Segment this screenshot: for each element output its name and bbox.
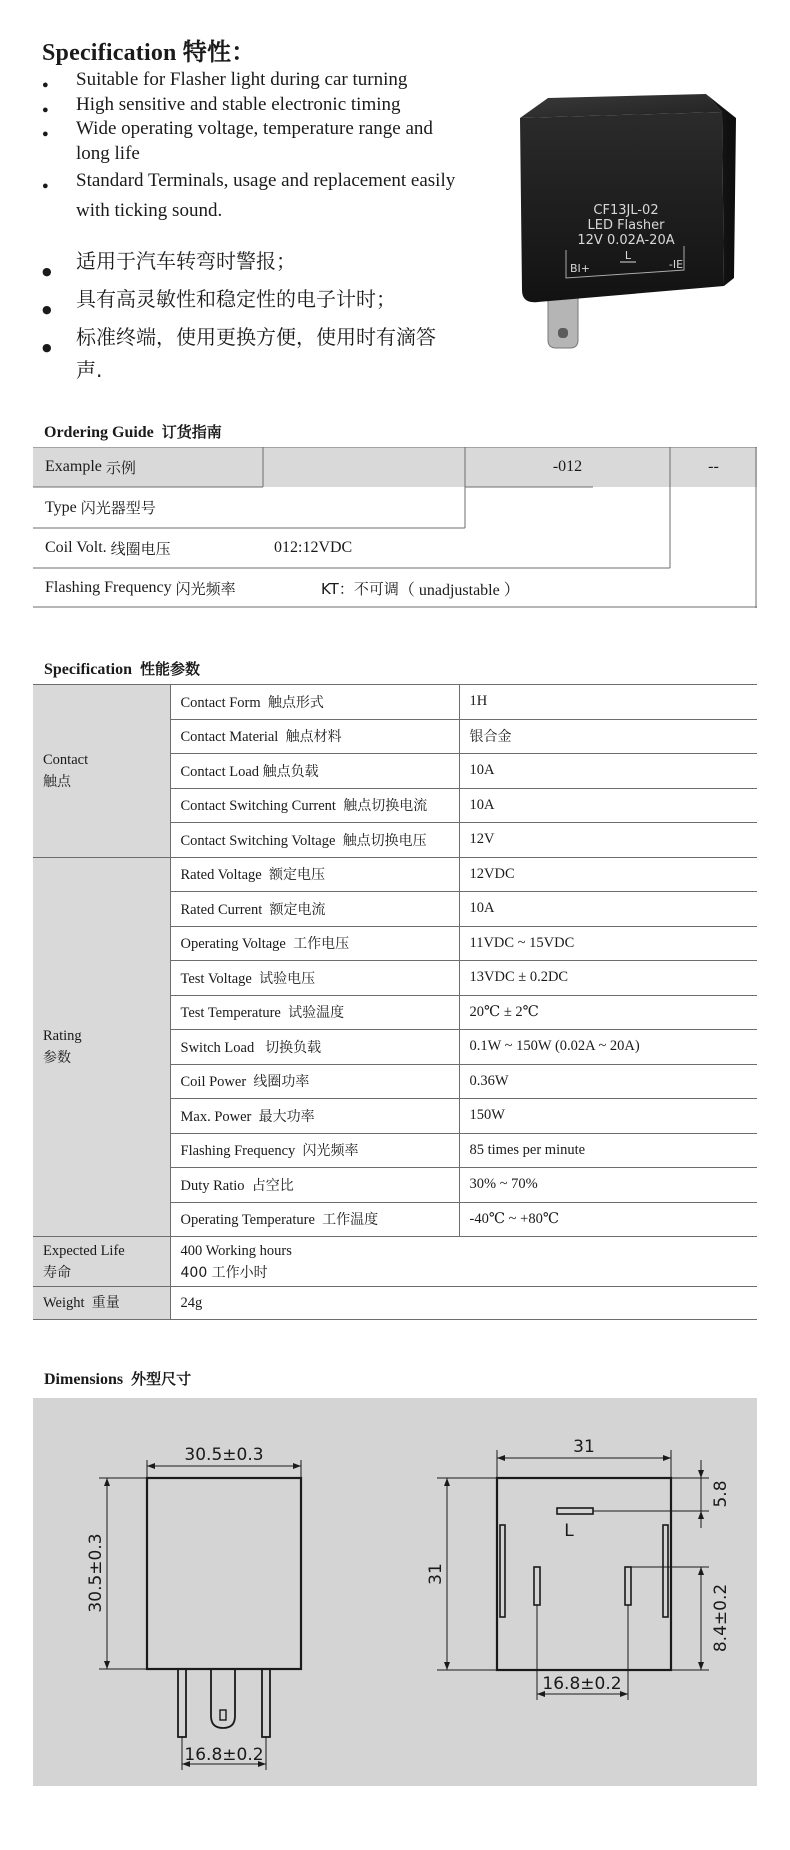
expected-life-label: Expected Life 寿命 <box>33 1237 170 1287</box>
product-name-text: LED Flasher <box>587 218 665 233</box>
table-row <box>33 1237 757 1287</box>
specification-title-cn: 性能参数 <box>140 660 201 678</box>
product-photo <box>508 90 738 358</box>
top-side-terminal-left <box>500 1525 505 1617</box>
spec-heading <box>42 32 255 67</box>
spec-value: 85 times per minute <box>459 1133 757 1168</box>
feature-list-cn <box>42 245 452 387</box>
terminal-right-label: -IE <box>668 258 684 271</box>
ordering-guide-title-cn: 订货指南 <box>161 423 222 441</box>
front-pin-hole <box>220 1710 226 1720</box>
spec-name: Flashing Frequency 闪光频率 <box>170 1133 459 1168</box>
weight-label: Weight 重量 <box>33 1287 170 1320</box>
spec-name: Contact Form 触点形式 <box>170 685 459 720</box>
front-pin-center <box>211 1669 235 1728</box>
terminal-mid-label: L <box>624 249 632 262</box>
specification-table <box>33 684 757 1320</box>
table-row <box>33 857 757 892</box>
terminal-hole <box>558 328 568 338</box>
spec-heading-cn: 特性： <box>182 38 256 66</box>
spec-name: Coil Power 线圈功率 <box>170 1064 459 1099</box>
top-pin-left <box>534 1567 540 1605</box>
top-offset-label: 5.8 <box>711 1480 731 1508</box>
specification-title <box>44 658 200 679</box>
ordering-guide-title <box>44 421 222 442</box>
spec-value: 0.1W ~ 150W (0.02A ~ 20A) <box>459 1030 757 1065</box>
spec-value: 30% ~ 70% <box>459 1168 757 1203</box>
spec-name: Test Temperature 试验温度 <box>170 995 459 1030</box>
table-row <box>33 1287 757 1320</box>
pin-l-label: L <box>564 1521 574 1541</box>
dimensions-title-en: Dimensions <box>44 1371 124 1388</box>
top-height-label: 31 <box>426 1563 446 1585</box>
top-view <box>437 1450 709 1700</box>
top-pin-height-label: 8.4±0.2 <box>711 1583 731 1653</box>
type-label: Type 闪光器型号 <box>45 498 156 517</box>
front-pin-left <box>178 1669 186 1737</box>
contact-group-label: Contact 触点 <box>33 685 170 858</box>
spec-value: 银合金 <box>459 719 757 754</box>
top-body <box>497 1478 671 1670</box>
front-pin-right <box>262 1669 270 1737</box>
spec-value: 10A <box>459 754 757 789</box>
front-view <box>99 1460 301 1770</box>
spec-value: 0.36W <box>459 1064 757 1099</box>
dimensions-title-cn: 外型尺寸 <box>131 1370 192 1388</box>
spec-name: Rated Voltage 额定电压 <box>170 857 459 892</box>
feature-item: ● Standard Terminals, usage and replacement easily with ticking sound. <box>42 166 462 226</box>
coil-volt-value: 012:12VDC <box>274 539 353 556</box>
ordering-guide-title-en: Ordering Guide <box>44 424 154 441</box>
rating-group-label: Rating 参数 <box>33 857 170 1237</box>
spec-name: Test Voltage 试验电压 <box>170 961 459 996</box>
spec-value: 11VDC ~ 15VDC <box>459 926 757 961</box>
front-body <box>147 1478 301 1669</box>
feature-item: ● 具有高灵敏性和稳定性的电子计时； <box>42 283 452 316</box>
code-part-frequency: -- <box>708 458 719 475</box>
spec-name: Max. Power 最大功率 <box>170 1099 459 1134</box>
feature-item: ● High sensitive and stable electronic timing <box>42 93 462 118</box>
spec-value: 13VDC ± 0.2DC <box>459 961 757 996</box>
spec-name: Duty Ratio 占空比 <box>170 1168 459 1203</box>
spec-value: 12V <box>459 823 757 858</box>
spec-value: 20℃ ± 2℃ <box>459 995 757 1030</box>
terminal-left-label: BI+ <box>569 262 591 275</box>
ordering-guide-diagram <box>33 447 757 608</box>
table-row <box>33 685 757 720</box>
expected-life-value: 400 Working hours 400 工作小时 <box>170 1237 757 1287</box>
specification-title-en: Specification <box>44 661 132 678</box>
spec-value: 12VDC <box>459 857 757 892</box>
terminal-pin <box>548 295 578 348</box>
top-width-label: 31 <box>573 1437 595 1457</box>
spec-value: 1H <box>459 685 757 720</box>
product-model-text: CF13JL-02 <box>593 203 659 218</box>
feature-item: ● Suitable for Flasher light during car turning <box>42 68 462 93</box>
dimensions-panel <box>33 1398 757 1786</box>
feature-item: ● 标准终端，使用更换方便，使用时有滴答声. <box>42 321 452 387</box>
spec-name: Rated Current 额定电流 <box>170 892 459 927</box>
spec-name: Switch Load 切换负载 <box>170 1030 459 1065</box>
spec-name: Contact Load 触点负载 <box>170 754 459 789</box>
product-rating-text: 12V 0.02A-20A <box>577 233 675 248</box>
flashing-frequency-label: Flashing Frequency 闪光频率 <box>45 579 236 598</box>
top-pin-right <box>625 1567 631 1605</box>
spec-value: 10A <box>459 788 757 823</box>
feature-item: ● Wide operating voltage, temperature range and long life <box>42 117 462 166</box>
dimension-drawings <box>33 1398 757 1786</box>
spec-value: -40℃ ~ +80℃ <box>459 1202 757 1237</box>
front-height-label: 30.5±0.3 <box>86 1533 106 1613</box>
top-pin-spacing-label: 16.8±0.2 <box>542 1674 622 1694</box>
front-width-label: 30.5±0.3 <box>184 1445 264 1465</box>
flashing-frequency-value: KT： 不可调 （ unadjustable ） <box>321 579 520 599</box>
feature-list-en <box>42 68 462 226</box>
example-label: Example 示例 <box>45 458 136 477</box>
spec-name: Contact Switching Voltage 触点切换电压 <box>170 823 459 858</box>
weight-value: 24g <box>170 1287 757 1320</box>
spec-name: Operating Temperature 工作温度 <box>170 1202 459 1237</box>
spec-name: Contact Material 触点材料 <box>170 719 459 754</box>
spec-value: 10A <box>459 892 757 927</box>
code-part-voltage: -012 <box>552 458 583 475</box>
top-pin-l <box>557 1508 593 1514</box>
dimensions-title <box>44 1368 191 1389</box>
coil-volt-label: Coil Volt. 线圈电压 <box>45 539 171 558</box>
spec-value: 150W <box>459 1099 757 1134</box>
spec-name: Contact Switching Current 触点切换电流 <box>170 788 459 823</box>
front-pin-spacing-label: 16.8±0.2 <box>184 1745 264 1765</box>
spec-name: Operating Voltage 工作电压 <box>170 926 459 961</box>
feature-item: ● 适用于汽车转弯时警报； <box>42 245 452 278</box>
spec-heading-en: Specification <box>42 40 177 66</box>
